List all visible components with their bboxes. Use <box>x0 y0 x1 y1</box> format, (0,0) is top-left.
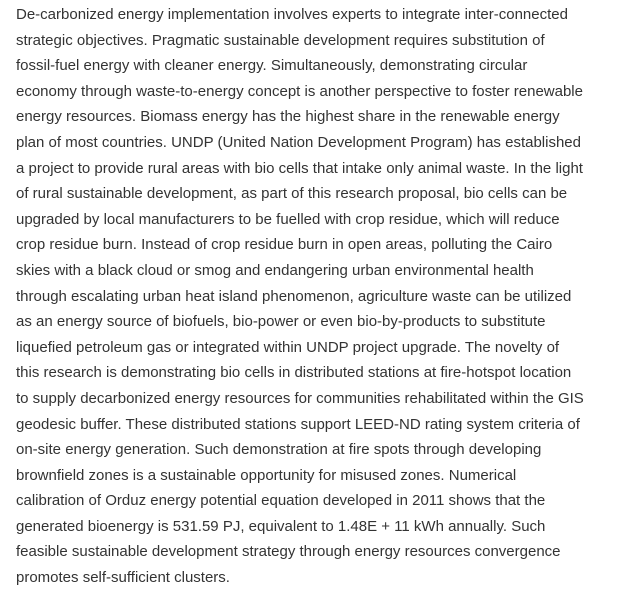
paragraph-line: De-carbonized energy implementation involves experts to integrate inter-connected <box>16 6 568 23</box>
paragraph-line: generated bioenergy is 531.59 PJ, equivalent to 1.48E + 11 kWh annually. Such <box>16 517 546 535</box>
paragraph-line: brownfield zones is a sustainable opportunity for misused zones. Numerical <box>16 466 517 484</box>
paragraph-line: as an energy source of biofuels, bio-power or even bio-by-products to substitute <box>16 313 546 331</box>
paragraph-line: calibration of Orduz energy potential equation developed in 2011 shows that the <box>16 492 546 510</box>
paragraph-line: this research is demonstrating bio cells in distributed stations at fire-hotspot location <box>16 364 572 382</box>
paragraph-line: on-site energy generation. Such demonstration at fire spots through developing <box>16 441 542 459</box>
paragraph-line: fossil-fuel energy with cleaner energy. Simultaneously, demonstrating circular <box>16 57 528 75</box>
paragraph-line: plan of most countries. UNDP (United Nation Development Program) has established <box>16 133 581 151</box>
paragraph-line: feasible sustainable development strategy through energy resources convergence <box>16 543 561 561</box>
paragraph-line: skies with a black cloud or smog and endangering urban environmental health <box>16 261 534 279</box>
paragraph-line: energy resources. Biomass energy has the highest share in the renewable energy <box>16 108 560 126</box>
paragraph-line: to supply decarbonized energy resources for communities rehabilitated within the GIS <box>16 389 584 407</box>
paragraph-line: of rural sustainable development, as part of this research proposal, bio cells can be <box>16 185 568 203</box>
paragraph-line: strategic objectives. Pragmatic sustainable development requires substitution of <box>16 31 545 49</box>
paragraph-line: through escalating urban heat island phenomenon, agriculture waste can be utilized <box>16 287 572 305</box>
paragraph-line: upgraded by local manufacturers to be fuelled with crop residue, which will reduce <box>16 210 560 228</box>
paragraph-line: promotes self-sufficient clusters. <box>16 569 230 587</box>
paragraph-line: economy through waste-to-energy concept is another perspective to foster renewable <box>16 82 583 100</box>
paragraph-line: crop residue burn. Instead of crop residue burn in open areas, polluting the Cairo <box>16 236 553 254</box>
paragraph-line: a project to provide rural areas with bio cells that intake only animal waste. In the light <box>16 159 583 177</box>
paragraph-line: liquefied petroleum gas or integrated within UNDP project upgrade. The novelty of <box>16 338 560 356</box>
paragraph-line: geodesic buffer. These distributed stations support LEED-ND rating system criteria of <box>16 415 580 433</box>
